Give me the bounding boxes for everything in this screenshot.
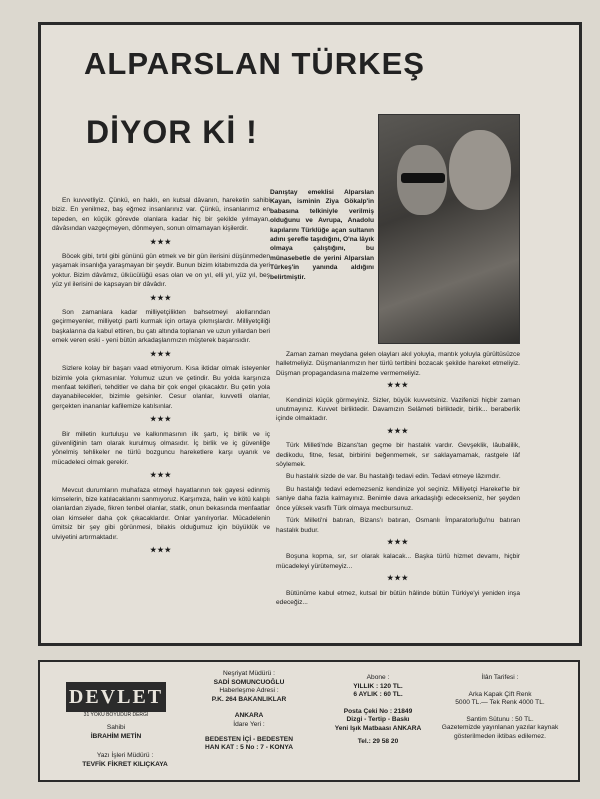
editor-name: TEVFİK FİKRET KILIÇKAYA	[82, 760, 168, 768]
reprint-note: Gazetemizde yayınlanan yazılar kaynak gösterilmeden iktibas edilemez.	[441, 724, 559, 740]
photo-caption: Danıştay emeklisi Alparslan Kayan, isminin Ziya Gökalp'in babasına telkiniyle verilmiş olduğunu ve Avrupa, Anadolu kapılarını Türklüğe açan sultanın adını şerefle taşıdığını, O'na lâyık olmaya çalıştığını, bu münasebetle de yerini Alparslan Türkeş'in yanında aldığını belirtmiştir.	[270, 189, 374, 281]
photo	[378, 114, 520, 344]
left-paragraph: Sizlere kolay bir başarı vaad etmiyorum. Kısa iktidar olmak isteyenler bizimle yola çıkmasınlar. Yolumuz uzun ve çetindir. Bu yolda karşınıza menfaat teklifleri, tehditler ve daha bir çok engel çıkacaktır. Bu çetin yola dayanabilecekler, bizimle gelsinler. Cesur olanlar, kuvvetli olanlar, gerçekten inananlar kafilemize katılsınlar.	[52, 365, 270, 410]
separator: ★★★	[150, 294, 172, 302]
right-paragraph: Türk Milleti'ni batıran, Bizans'ı batıran, Osmanlı İmparatorluğu'nu batıran hastalık budur.	[276, 517, 520, 534]
right-paragraph: Zaman zaman meydana gelen olayları akıl yoluyla, mantık yoluyla gürültüsüzce halletmeliyiz. Düşmanlarımızın her türlü tertibini bozacak şekilde hareket etmeliyiz. Düşman propagandasına malzeme vermemeliyiz.	[276, 351, 520, 377]
separator: ★★★	[150, 350, 172, 358]
headline-says: DİYOR Kİ !	[86, 114, 258, 150]
printer-name: Yeni Işık Matbaası ANKARA	[334, 724, 422, 732]
halfyear-price: 6 AYLIK : 60 TL.	[353, 691, 403, 699]
publisher-label: Neşriyat Müdürü :	[222, 670, 276, 677]
photo-face-right	[449, 130, 511, 210]
subscription-label: Abone :	[366, 674, 390, 681]
owner-name: İBRAHİM METİN	[90, 732, 142, 740]
yearly-price: YILLIK : 120 TL.	[353, 682, 403, 690]
left-paragraph: Böcek gibi, tırtıl gibi gününü gün etmek ve bir gün ilerisini düşünmeden yaşamak insanlığa yaraşmayan bir şeydir. Bunun bizim kitabımızda da yeri yoktur. Bizim dâvâmız, ülkücülüğü esas olan ve on yıl, elli yıl, yüz yıl, beş yüz yıl ilerisini de kapsayan bir dâvâdır.	[52, 253, 270, 289]
imprint-box	[38, 660, 580, 782]
ad-rates-label: İlân Tarifesi :	[481, 674, 519, 681]
separator: ★★★	[150, 547, 172, 554]
logo-subtitle: 31 YOKU BÖYÜDÜR DERGİ	[83, 712, 149, 718]
editor-block	[60, 752, 190, 769]
right-paragraph: Bütünüme kabul etmez, kutsal bir bütün hâlinde bütün Türkiye'yi yeniden inşa edeceğiz...	[276, 589, 520, 606]
right-paragraph: Kendinizi küçük görmeyiniz. Sizler, büyük kuvvetsiniz. Vazifenizi hiçbir zaman unutmayınız. Kuvvet birliktedir. Davamızın Selâmeti birliktedir, birlik... beraberlik içinde olmaktadır.	[276, 396, 520, 423]
headline-name: ALPARSLAN TÜRKEŞ	[84, 46, 425, 81]
address-label: Haberleşme Adresi :	[219, 687, 279, 695]
separator: ★★★	[150, 416, 172, 424]
right-paragraph: Bu hastalık sizde de var. Bu hastalığı tedavi edin. Tedavi etmeye lâzımdır.	[286, 473, 501, 481]
office-label: İdare Yeri :	[233, 720, 265, 728]
separator: ★★★	[150, 472, 172, 480]
left-paragraph: Bir milletin kurtuluşu ve kalkınmasının ilk şartı, iç birlik ve iç güvenliğinin tam olarak kurulmuş olmasıdır. İç birlik ve iç güvenliğe yönelmiş tehlikeler ne türlü bozguncu hareketlere karşı uyanık ve mücadeleci olmak gerekir.	[52, 430, 270, 466]
separator: ★★★	[387, 575, 409, 583]
subscription-block	[324, 674, 432, 746]
publisher-name: SADİ SOMUNCUOĞLU	[213, 678, 285, 686]
editor-label: Yazı İşleri Müdürü :	[96, 752, 154, 759]
right-paragraph: Bu hastalığı tedavi edemezseniz kendinize yol seçiniz. Milliyetçi Hareket'te bir saniye daha fazla kalmayınız. Benimle dava arkadaşlığı edecekseniz, her şeyden önce yüksek vasıflı Türk olmaya mecbursunuz.	[276, 485, 520, 512]
back-cover-price: 5000 TL.— Tek Renk 4000 TL.	[455, 699, 545, 707]
postal-check: Posta Çeki No : 21849	[343, 707, 413, 715]
owner-block	[66, 724, 166, 741]
ad-rates-block	[436, 674, 564, 742]
separator: ★★★	[150, 238, 172, 246]
office-line2: HAN KAT : 5 No : 7 - KONYA	[205, 744, 293, 752]
city: ANKARA	[234, 712, 264, 720]
address-value: P.K. 264 BAKANLIKLAR	[211, 695, 287, 703]
left-column	[52, 196, 270, 560]
office-line1: BEDESTEN İÇİ - BEDESTEN	[205, 735, 293, 743]
publisher-block	[190, 670, 308, 753]
owner-label: Sahibi	[106, 724, 126, 731]
left-paragraph: Mevcut durumların muhafaza etmeyi hayatlarının tek gayesi edinmiş kimselerin, bize katılacaklarını sanmıyoruz. Karşımıza, halin ve kötü kalıplı olanlardan ziyade, fikren tenbel olanlar, statik, onun bekasında menfaatlar olan kimseler daha çok çıkacaklardır. Onlar yanılıyorlar. Mücadelenin ümitsiz bir şey gibi görünmesi, bilakis olduğumuz için büyüklük ve ulviyetini artırmaktadır.	[52, 486, 270, 541]
right-paragraph: Boşuna kopma, sır, sır olarak kalacak... Başka türlü hizmet devamı, hiçbir mücadeleyi yürütemeyiz...	[276, 553, 520, 570]
devlet-logo: DEVLET	[66, 682, 166, 712]
print-label: Dizgi - Tertip - Baskı	[346, 716, 410, 724]
separator: ★★★	[387, 382, 409, 390]
right-paragraph: Türk Milleti'nde Bizans'tan geçme bir hastalık vardır. Gevşeklik, lâubalilik, dedikodu, fitne, fesat, birbirini beğenmemek, sır saklayamamak, rastgele lâf söylemek.	[276, 442, 520, 469]
right-column	[276, 350, 520, 610]
column-rate: Santim Sütunu : 50 TL.	[466, 715, 534, 723]
separator: ★★★	[387, 427, 409, 435]
left-paragraph: Son zamanlara kadar milliyetçilikten bahsetmeyi akıllarından geçirmeyenler, milliyetçi parti kurmak için ortaya çıkmışlardır. Milliyetçiliği başkalarına da kabul ettiren, bu çatı altında toplanan ve uzun yıllardan beri emek veren eski - yeni bütün arkadaşlarımızın müşterek başarısıdır.	[52, 309, 270, 345]
phone: Tel.: 29 58 20	[357, 737, 399, 745]
left-paragraph: En kuvvetliyiz. Çünkü, en haklı, en kutsal dâvanın, hareketin sahibi biziz. En yenilmez, baş eğmez insanlarınız var. Çünkü, insanlarımız en tepeden, en küçük görevde olanlara kadar hiç bir şekilde yılmayan, dâvâsından vazgeçmeyen, dönmeyen, sonun olmamayan kişilerdir.	[52, 197, 270, 233]
back-cover: Arka Kapak Çift Renk	[468, 690, 532, 698]
separator: ★★★	[387, 538, 409, 546]
photo-glasses	[401, 173, 445, 183]
